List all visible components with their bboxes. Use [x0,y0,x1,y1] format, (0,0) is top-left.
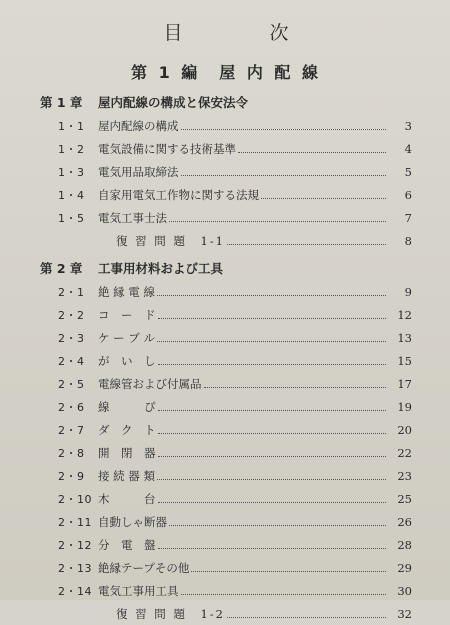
review-entry [40,229,412,252]
dot-leader [157,287,386,296]
section-number: 2・14 [58,584,92,598]
section-title: 電気工事用工具 [98,583,179,598]
section-title: 復 習 問 題 1-1 [116,233,225,248]
toc-entry [40,160,412,183]
toc-entry [40,303,412,326]
section-number: 2・6 [58,400,85,414]
section-title: ダ ク ト [98,422,156,437]
section-title: 復 習 問 題 1-2 [116,606,225,621]
page-number: 15 [397,353,412,368]
page-number: 17 [397,376,412,391]
toc-entry [40,510,412,533]
section-number: 1・2 [58,142,85,156]
section-number: 2・13 [58,561,92,575]
page-number: 9 [404,284,412,299]
dot-leader [181,121,387,130]
page-number: 8 [404,233,412,248]
toc-entry [40,114,412,137]
dot-leader [238,144,386,153]
dot-leader [191,563,386,572]
section-number: 1・3 [58,165,85,179]
page-number: 20 [397,422,412,437]
page-number: 26 [397,514,412,529]
section-title: 自動しゃ断器 [98,514,167,529]
toc-entry [40,487,412,510]
page-number: 12 [397,307,412,322]
dot-leader [158,540,387,549]
dot-leader [181,586,387,595]
page-number: 13 [397,330,412,345]
chapter-number: 第 1 章 [40,95,83,110]
page-number: 5 [404,164,412,179]
dot-leader [157,333,386,342]
toc-entry [40,280,412,303]
page-number: 3 [404,118,412,133]
dot-leader [227,609,386,618]
dot-leader [158,402,387,411]
dot-leader [181,167,387,176]
section-number: 2・4 [58,354,85,368]
section-number: 2・8 [58,446,85,460]
dot-leader [261,190,386,199]
section-title: 電気用品取締法 [98,164,179,179]
section-number: 2・10 [58,492,92,506]
section-number: 2・7 [58,423,85,437]
dot-leader [158,310,387,319]
page-title: 目 次 [163,22,323,44]
review-entry [40,602,412,625]
page-number: 30 [397,583,412,598]
section-number: 2・5 [58,377,85,391]
dot-leader [158,425,387,434]
section-number: 2・11 [58,515,92,529]
section-title: コ ー ド [98,307,156,322]
chapter-number: 第 2 章 [40,261,83,276]
section-number: 2・9 [58,469,85,483]
page-number: 22 [397,445,412,460]
toc-entry [40,372,412,395]
page-number: 19 [397,399,412,414]
section-title: 電気工事士法 [98,210,167,225]
section-title: 開 閉 器 [98,445,156,460]
dot-leader [169,517,386,526]
dot-leader [158,494,387,503]
section-title: 絶縁テープその他 [98,560,190,575]
page-number: 6 [404,187,412,202]
toc-entry [40,556,412,579]
section-number: 2・3 [58,331,85,345]
dot-leader [158,448,387,457]
section-title: 接 続 器 類 [98,468,155,483]
section-title: 屋内配線の構成 [98,118,179,133]
dot-leader [204,379,387,388]
toc-entry [40,206,412,229]
toc-entry [40,349,412,372]
toc-entry [40,418,412,441]
toc-entry [40,441,412,464]
chapter-title: 工事用材料および工具 [98,261,224,276]
toc-entry [40,464,412,487]
page-number: 25 [397,491,412,506]
chapter-list [40,92,412,625]
toc-entry [40,533,412,556]
page-number: 29 [397,560,412,575]
chapter-heading [40,92,412,114]
dot-leader [158,356,387,365]
section-number: 1・4 [58,188,85,202]
chapter-title: 屋内配線の構成と保安法令 [98,95,249,110]
section-title: ケ ー ブ ル [98,330,155,345]
toc-entry [40,137,412,160]
dot-leader [227,236,386,245]
part-title: 第 1 編 屋 内 配 線 [131,63,321,82]
section-title: 自家用電気工作物に関する法規 [98,187,259,202]
toc-entry [40,183,412,206]
section-number: 2・12 [58,538,92,552]
section-title: 電線管および付属品 [98,376,202,391]
section-number: 1・5 [58,211,85,225]
section-number: 2・2 [58,308,85,322]
dot-leader [157,471,386,480]
page-number: 23 [397,468,412,483]
section-number: 2・1 [58,285,85,299]
section-title: 絶 縁 電 線 [98,284,155,299]
dot-leader [169,213,386,222]
section-title: 分 電 盤 [98,537,156,552]
section-title: 電気設備に関する技術基準 [98,141,236,156]
toc-entry [40,395,412,418]
section-number: 1・1 [58,119,85,133]
toc-entry [40,579,412,602]
page-number: 32 [397,606,412,621]
section-title: 木 台 [98,491,156,506]
toc-entry [40,326,412,349]
page-number: 4 [404,141,412,156]
page-number: 28 [397,537,412,552]
page-number: 7 [404,210,412,225]
chapter-heading [40,258,412,280]
section-title: が い し [98,353,156,368]
section-title: 線 ぴ [98,399,156,414]
